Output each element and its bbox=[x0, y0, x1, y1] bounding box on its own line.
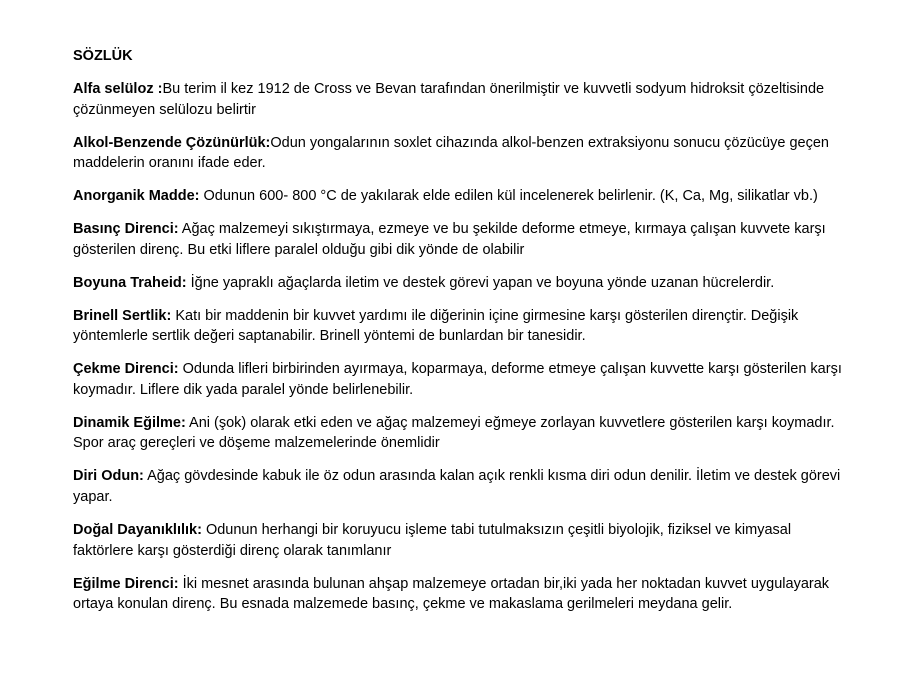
entry-term: Boyuna Traheid: bbox=[73, 274, 187, 291]
glossary-entry-basinc-direnci bbox=[73, 219, 843, 260]
entry-definition: Katı bir maddenin bir kuvvet yardımı ile diğerinin içine girmesine karşı gösterilen dirençtir. Değişik yöntemlerle sertlik değeri saptanabilir. Brinell yöntemi de bunlardan bir tanesidir. bbox=[73, 307, 799, 345]
entry-term: Eğilme Direnci: bbox=[73, 575, 179, 592]
entry-term: Alfa selüloz : bbox=[73, 81, 163, 97]
entry-term: Basınç Direnci: bbox=[73, 221, 179, 238]
entry-definition: Bu terim il kez 1912 de Cross ve Bevan tarafından önerilmiştir ve kuvvetli sodyum hidroksit çözeltisinde çözünmeyen selülozu belirtir bbox=[73, 81, 825, 118]
entry-term: Brinell Sertlik: bbox=[73, 307, 172, 324]
entry-definition: Ani (şok) olarak etki eden ve ağaç malzemeyi eğmeye zorlayan kuvvetlere gösterilen karşı koymadır. Spor araç gereçleri ve döşeme malzemelerinde önemlidir bbox=[73, 414, 835, 452]
entry-term: Dinamik Eğilme: bbox=[73, 414, 186, 431]
glossary-entry-dinamik-egilme bbox=[73, 413, 843, 454]
entry-term: Alkol-Benzende Çözünürlük: bbox=[73, 134, 271, 151]
glossary-entry-alkol-benzende-cozunurluk bbox=[73, 133, 843, 174]
glossary-entry-anorganik-madde bbox=[73, 186, 843, 207]
entry-definition: Odun yongalarının soxlet cihazında alkol-benzen extraksiyonu sonucu çözücüye geçen maddelerin oranını ifade eder. bbox=[73, 134, 829, 172]
entry-definition: İğne yapraklı ağaçlarda iletim ve destek görevi yapan ve boyuna yönde uzanan hücrelerdir. bbox=[186, 274, 775, 291]
glossary-entry-diri-odun bbox=[73, 466, 843, 507]
entry-term: Doğal Dayanıklılık: bbox=[73, 522, 202, 539]
glossary-entry-cekme-direnci bbox=[73, 359, 843, 400]
page-title: SÖZLÜK bbox=[73, 48, 133, 64]
entry-term: Çekme Direnci: bbox=[73, 361, 179, 378]
entry-definition: Odunun 600- 800 °C de yakılarak elde edilen kül incelenerek belirlenir. (K, Ca, Mg, silikatlar vb.) bbox=[199, 188, 818, 205]
glossary-entry-boyuna-traheid bbox=[73, 273, 843, 294]
glossary-entry-alfa-seluloz bbox=[73, 79, 843, 120]
entry-term: Diri Odun: bbox=[73, 468, 144, 485]
entry-definition: Ağaç gövdesinde kabuk ile öz odun arasında kalan açık renkli kısma diri odun denilir. İletim ve destek görevi yapar. bbox=[73, 468, 841, 506]
entry-term: Anorganik Madde: bbox=[73, 188, 200, 205]
entry-definition: İki mesnet arasında bulunan ahşap malzemeye ortadan bir,iki yada her noktadan kuvvet uygulayarak ortaya konulan direnç. Bu esnada malzemede basınç, çekme ve makaslama gerilmeleri meydana gelir. bbox=[73, 575, 830, 613]
entry-definition: Odunun herhangi bir koruyucu işleme tabi tutulmaksızın çeşitli biyolojik, fiziksel ve kimyasal faktörlere karşı gösterdiği direnç olarak tanımlanır bbox=[73, 522, 792, 559]
glossary-entry-egilme-direnci bbox=[73, 574, 843, 615]
glossary-entry-brinell-sertlik bbox=[73, 306, 843, 347]
glossary-entry-dogal-dayaniklilik bbox=[73, 520, 843, 561]
entry-definition: Ağaç malzemeyi sıkıştırmaya, ezmeye ve bu şekilde deforme etmeye, kırmaya çalışan kuvvete karşı gösterilen direnç. Bu etki liflere paralel olduğu gibi dik yönde de olabilir bbox=[73, 221, 826, 258]
entry-definition: Odunda lifleri birbirinden ayırmaya, koparmaya, deforme etmeye çalışan kuvvette karşı gösterilen karşı koymadır. Liflere dik yada paralel yönde belirlenebilir. bbox=[73, 361, 842, 398]
